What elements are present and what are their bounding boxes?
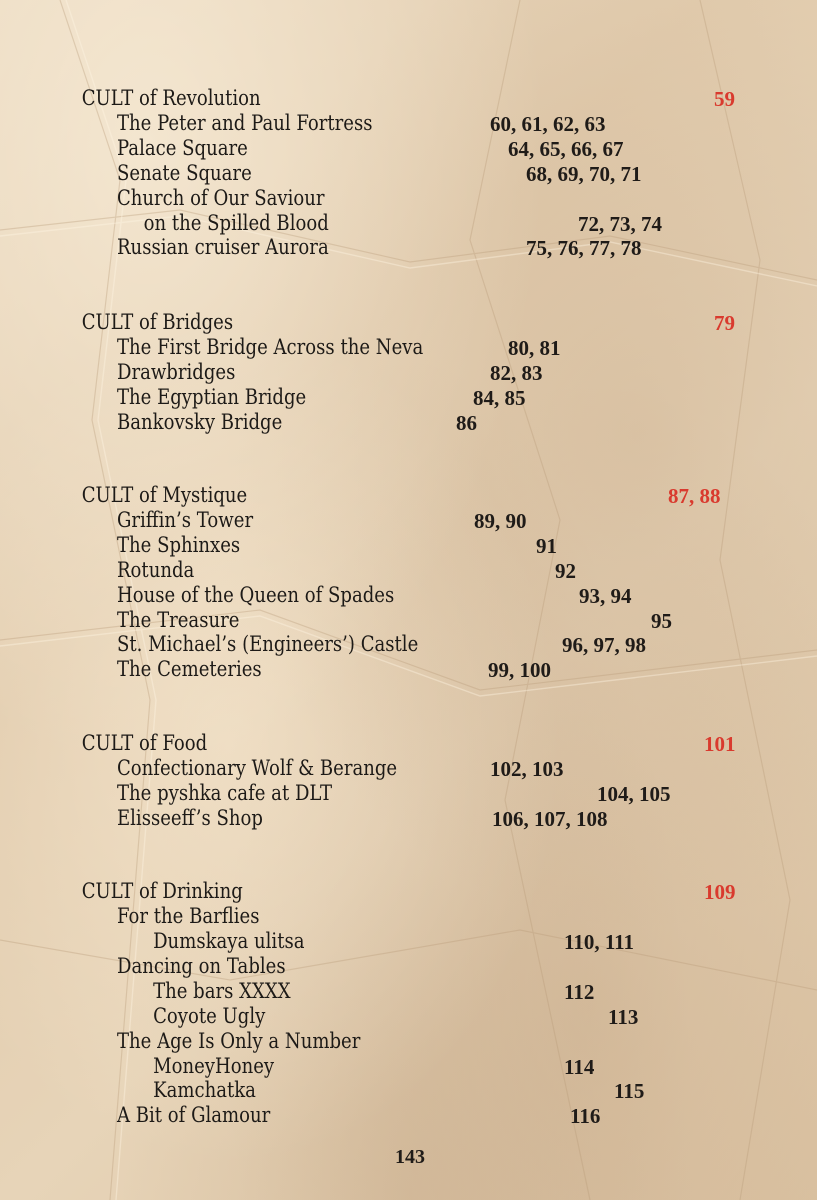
section-page-number: 109 (704, 880, 736, 904)
entry-label: The First Bridge Across the Neva (116, 335, 424, 359)
section-heading (0, 86, 703, 111)
entry-pages: 92 (555, 559, 576, 583)
page-number: 143 (395, 1146, 425, 1168)
list-item (0, 979, 703, 1004)
entry-pages: 102, 103 (490, 757, 564, 781)
list-item (0, 608, 703, 633)
entry-pages: 68, 69, 70, 71 (526, 162, 642, 186)
entry-label: Dumskaya ulitsa (153, 929, 305, 953)
list-item (0, 1078, 703, 1103)
entry-pages: 86 (456, 411, 477, 435)
entry-pages: 95 (651, 609, 672, 633)
list-item (0, 385, 703, 410)
entry-label: The Cemeteries (116, 657, 262, 681)
entry-label: Coyote Ugly (153, 1004, 266, 1028)
list-item (0, 360, 703, 385)
entry-label: on the Spilled Blood (143, 211, 329, 235)
entry-pages: 116 (570, 1104, 601, 1128)
list-item (0, 558, 703, 583)
entry-pages: 99, 100 (488, 658, 551, 682)
list-item (0, 657, 703, 682)
entry-label: The Treasure (116, 608, 240, 632)
entry-label: The Age Is Only a Number (116, 1029, 361, 1053)
entry-label: The Peter and Paul Fortress (116, 111, 373, 135)
entry-label: Elisseeff’s Shop (116, 806, 263, 830)
entry-pages: 84, 85 (473, 386, 526, 410)
entry-pages: 72, 73, 74 (578, 212, 662, 236)
entry-label: Dancing on Tables (116, 954, 286, 978)
entry-label: House of the Queen of Spades (116, 583, 395, 607)
entry-pages: 96, 97, 98 (562, 633, 646, 657)
entry-label: The Egyptian Bridge (116, 385, 307, 409)
entry-pages: 80, 81 (508, 336, 561, 360)
list-item (0, 186, 703, 211)
section-heading (0, 879, 703, 904)
list-item (0, 1054, 703, 1079)
list-item (0, 756, 703, 781)
entry-pages: 106, 107, 108 (492, 807, 608, 831)
entry-pages: 82, 83 (490, 361, 543, 385)
entry-pages: 75, 76, 77, 78 (526, 236, 642, 260)
entry-pages: 60, 61, 62, 63 (490, 112, 606, 136)
entry-label: The bars XXXX (153, 979, 291, 1003)
entry-pages: 89, 90 (474, 509, 527, 533)
list-item (0, 954, 703, 979)
entry-pages: 115 (614, 1079, 645, 1103)
entry-label: The pyshka cafe at DLT (116, 781, 332, 805)
entry-label: Palace Square (116, 136, 248, 160)
entry-pages: 93, 94 (579, 584, 632, 608)
entry-pages: 112 (564, 980, 595, 1004)
entry-label: Kamchatka (153, 1078, 256, 1102)
entry-label: For the Barflies (116, 904, 260, 928)
section-heading (0, 483, 703, 508)
list-item (0, 410, 703, 435)
entry-label: MoneyHoney (153, 1054, 275, 1078)
entry-label: Church of Our Saviour (116, 186, 325, 210)
list-item (0, 1029, 703, 1054)
entry-pages: 110, 111 (564, 930, 635, 954)
section-page-number: 59 (714, 87, 735, 111)
entry-label: Griffin’s Tower (116, 508, 254, 532)
entry-pages: 104, 105 (597, 782, 671, 806)
section-heading (0, 731, 703, 756)
section-title: CULT of Bridges (81, 310, 234, 334)
entry-label: Drawbridges (116, 360, 236, 384)
entry-label: A Bit of Glamour (116, 1103, 271, 1127)
entry-label: St. Michael’s (Engineers’) Castle (116, 632, 419, 656)
entry-label: The Sphinxes (116, 533, 241, 557)
section-page-number: 79 (714, 311, 735, 335)
section-title: CULT of Revolution (81, 86, 261, 110)
entry-pages: 64, 65, 66, 67 (508, 137, 624, 161)
entry-label: Rotunda (116, 558, 195, 582)
section-heading (0, 310, 703, 335)
entry-label: Confectionary Wolf & Berange (116, 756, 398, 780)
section-title: CULT of Drinking (81, 879, 243, 903)
entry-pages: 114 (564, 1055, 595, 1079)
entry-label: Senate Square (116, 161, 252, 185)
section-page-number: 87, 88 (668, 484, 721, 508)
section-title: CULT of Mystique (81, 483, 248, 507)
section-title: CULT of Food (81, 731, 208, 755)
entry-label: Russian cruiser Aurora (116, 235, 329, 259)
list-item (0, 508, 703, 533)
entry-pages: 113 (608, 1005, 639, 1029)
section-page-number: 101 (704, 732, 736, 756)
list-item (0, 904, 703, 929)
entry-pages: 91 (536, 534, 557, 558)
list-item (0, 335, 703, 360)
entry-label: Bankovsky Bridge (116, 410, 283, 434)
list-item (0, 1004, 703, 1029)
list-item (0, 533, 703, 558)
